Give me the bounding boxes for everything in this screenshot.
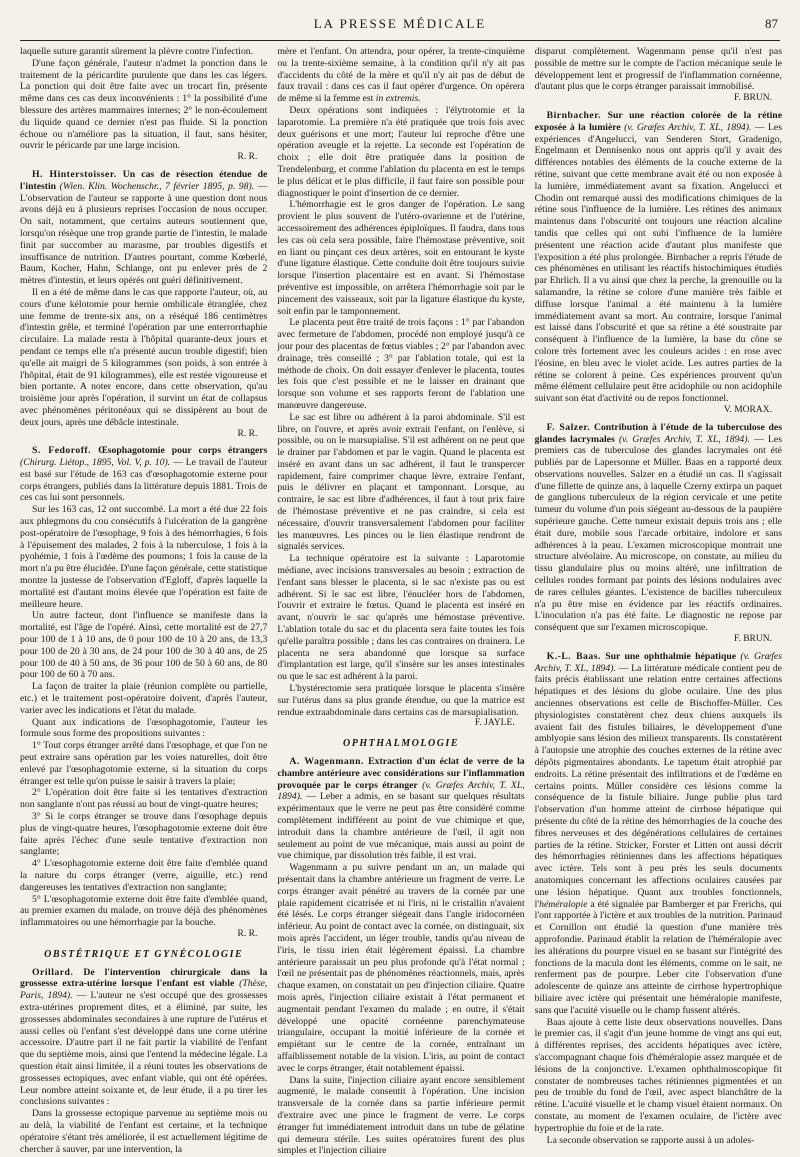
signature: F. JAYLE.	[474, 718, 515, 729]
paragraph: Sur les 163 cas, 12 ont succombé. La mort a été due 22 fois aux phlegmons du cou consécutifs à l'ulcération de la gangrène post-opératoire de l'œsophage, 9 fois à des hémorrhagies, 6 fois à l'épuisement des malades, 2 fois à la tuberculose, 1 fois à la pyohémie, 1 fois à l'œdème des poumons; 1 fois la cause de la mort n'a pu être élucidée. D'une façon générale, cette statistique montre la justesse de l'observation d'Egloff, d'après laquelle la mortalité est d'autant moins élevée que l'opération est faite de meilleure heure.	[20, 504, 268, 610]
list-item: 4° L'œsophagotomie externe doit être faite d'emblée quand la nature du corps étranger (verre, aiguille, etc.) rend dangereuses les tentatives d'extraction non sanglante;	[20, 858, 268, 893]
abstract-intro	[20, 169, 267, 287]
paragraph	[277, 46, 524, 105]
citation: (Thèse, Paris, 1894).	[20, 978, 268, 1002]
abstract-body: — Les premiers cas de tuberculose des glandes lacrymales ont été publiés par de Lapersonne et Müller. Baas en a rapporté deux observations nouvelles. Salzer en a étudié un cas. Il s'agissait d'une fillette de quinze ans, à laquelle Czerny extirpa un paquet de ganglions tuberculeux de la région cervicale et une petite tumeur du volume d'un pois siégeant au-dessous de la paupière supérieure gauche. Cette tumeur existait depuis trois ans ; elle était dure, mobile sous l'arcade orbitaire, indolore et sans adhérences à la peau. L'examen microscopique montrait une structure alvéolaire. Au microscope, on constate, au milieu du tissu glandulaire plus ou moins altéré, une infiltration de cellules rondes formant par points des lésions nodulaires avec de rares cellules géantes. L'existence de bacilles tuberculeux n'a pu être mise en évidence par les réactifs ordinaires. L'inoculation n'a pas été faite. Le diagnostic ne repose par conséquent que sur l'examen microscopique.	[534, 433, 783, 634]
paragraph: Il en a été de même dans le cas que rapporte l'auteur, où, au cours d'une kélotomie pour hernie ombilicale étranglée, chez une femme de trente-six ans, on a réséqué 186 centimètres d'intestin grêle, et terminé l'opération par une enterrorrhaphie circulaire. La malade resta à l'hôpital quarante-deux jours et pendant ce temps elle n'a présenté aucun trouble digestif; bien qu'elle ait maigri de 5 kilogrammes (son poids, à son entrée à l'hôpital, était de 91 kilogrammes), elle est restée vigoureuse et bien portante. A noter encore, dans cette observation, qu'au troisième jour après l'opération, il survint un état de collapsus avec phénomènes péritonéaux qui se dissipèrent au bout de deux jours, après une débâcle intestinale.	[20, 286, 268, 428]
section-heading: OPHTHALMOLOGIE	[342, 738, 459, 750]
emphasis: in extremis.	[375, 93, 421, 105]
abstract-intro	[535, 110, 782, 405]
paragraph: Le sac est libre ou adhérent à la paroi abdominale. S'il est libre, on l'ouvre, et après avoir extrait l'enfant, on l'enlève, si possible, ou on le marsupialise. S'il est adhérent on ne peut que le drainer par l'abdomen et par le vagin. Quand le placenta est inséré en avant dans un sac adhérent, il faut le transpercer rapidement, faire comprimer chaque lèvre, extraire l'enfant, puis le délivrer en plaçant et tamponnant. Lorsque, au contraire, le sac est libre d'adhérences, il faut à tout prix faire de l'hémostase préventive et ne pas craindre, si cela est nécessaire, d'ouvrir transversalement l'abdomen pour faciliter les manœuvres. Les pinces ou le lien élastique rendront de signalés services.	[277, 411, 525, 553]
abstract-body: — L'observation de l'auteur se rapporte à une question dont nous avons déjà eu à plusieurs reprises l'occasion de nous occuper. On sait, notamment, que certains auteurs soutiennent que, lorsqu'on résèque une trop grande partie de l'intestin, le malade finit par succomber au marasme, par troubles digestifs et insuffisance de nutrition. D'autres pourtant, comme Kœberlé, Baum, Kocher, Hahn, Schlange, ont pu enlever près de 2 mètres d'intestin, et leurs opérés ont guéri définitivement.	[20, 180, 268, 287]
paragraph: L'hystérectomie sera pratiquée lorsque le placenta s'insère sur l'utérus dans sa plus grande étendue, ou que la matrice est rendue extraabdominale dans certains cas de marsupialisation.	[277, 683, 525, 718]
citation: (v. Græfes Archiv, T. XL, 1894).	[618, 433, 750, 445]
paragraph: Deux opérations sont indiquées : l'élytrotomie et la laparotomie. La première n'a été pratiquée que trois fois avec deux guérisons et une mort; l'auteur lui reproche d'être une opération aveugle et la rejette. La seconde est l'opération de choix ; elle doit être pratiquée dans la position de Trendelenburg, et comme l'ablation du placenta en est le temps le plus délicat et le plus difficile, il faut faire son possible pour diagnostiquer le point d'insertion de ce dernier.	[277, 104, 525, 199]
column-middle	[277, 46, 525, 1157]
column-right	[534, 46, 783, 1146]
page-header	[20, 16, 780, 36]
paragraph: Baas ajoute à cette liste deux observations nouvelles. Dans le premier cas, il s'agit d'un jeune homme de vingt ans qui eut, à différentes reprises, des accidents hépatiques avec ictère, s'accompagnant chaque fois d'héméralopie assez marquée et de lésions de la conjonctive. L'examen ophthalmoscopique fit constater de nombreuses taches rétiniennes pigmentées et un peu de trouble du fond de l'œil, avec aspect blanchâtre de la rétine. L'acuité visuelle et le champ visuel étaient normaux. On constate, au moment de l'examen oculaire, de l'ictère avec hypertrophie du foie et de la rate.	[534, 1016, 782, 1134]
paragraph: Quant aux indications de l'œsophagotomie, l'auteur les formule sous forme des propositions suivantes :	[20, 716, 268, 740]
article-title: Œsophagotomie pour corps étrangers	[98, 445, 268, 457]
paragraph: laquelle suture garantit sûrement la plèvre contre l'infection.	[20, 46, 254, 57]
abstract-body: — Leber a admis, en se basant sur quelques résultats expérimentaux que le verre ne peut pas être considéré comme complètement indifférent au point de vue chimique et que, introduit dans la chambre antérieure de l'œil, il agit non seulement au point de vue mécanique, mais aussi au point de vue chimique, par dissolution très faible, il est vrai.	[277, 791, 525, 862]
signature: F. BRUN.	[733, 93, 772, 104]
abstract-body: — La littérature médicale contient peu de faits précis établissant une relation entre certaines affections hépatiques et des lésions du globe oculaire. Une des plus anciennes observations est celle de Bischoffer-Müller. Ces physiologistes constatèrent chez deux chiens auxquels ils avaient fait des fistules biliaires, le développement d'une amblyopie sans lésion des milieux transparents. Ils constatèrent à l'autopsie une atrophie des couches externes de la rétine avec dépôts pigmentaires abondants. Le tapetum était atrophié par endroits. La rétine présentait des infiltrations et de l'œdème en certains points. Müller considère ces lésions comme la conséquence de la fistule biliaire. Junge publie plus tard l'observation d'un homme atteint de cirrhose hépatique qui présente du côté de la rétine des hémorrhagies de la couche des fibres nerveuses et des dégénérations cellulaires de certaines parties de la rétine. Stricker, Forster et Litten ont aussi décrit des hémorrhagies rétiniennes dans les affections hépatiques avec ictère. Tels sont à peu près les seuls documents anatomiques concernant les affections oculaires causées par une lésion hépatique. Quant aux troubles fonctionnels, l'	[534, 662, 782, 910]
signature: R. R.	[237, 928, 258, 939]
signature: R. R.	[237, 428, 258, 439]
journal-title: LA PRESSE MÉDICALE	[313, 16, 487, 31]
abstract-body: — Le travail de l'auteur est basé sur l'étude de 163 cas d'œsophagotomie externe pour corps étrangers, publiés dans la littérature depuis 1881. Trois de ces cas lui sont personnels.	[20, 457, 268, 504]
paragraph: D'une façon générale, l'auteur n'admet la ponction dans le traitement de la péricardite purulente que dans les cas légers. La ponction qui doit être faite avec un trocart fin, présente même dans ces cas deux inconvénients : 1° la possibilité d'une blessure des artères mammaires internes; 2° le non-écoulement du liquide quand ce dernier n'est pas fluide. Si la ponction échoue ou n'améliore pas la situation, il faut, sans hésiter, ouvrir le péricarde par une large incision.	[20, 57, 268, 152]
author-name: Orillard.	[32, 966, 74, 978]
paragraph: Dans la suite, l'injection ciliaire ayant encore sensiblement augmenté, le malade consentit à l'opération. Une incision transversale de la cornée dans sa partie inférieure permit d'extraire avec une pince le fragment de verre. Le corps étranger fut immédiatement introduit dans un tube de gélatine qui demeura stérile. Les suites opératoires furent des plus simples et l'injection ciliaire	[277, 1074, 525, 1157]
paragraph: La façon de traiter la plaie (réunion complète ou partielle, etc.) et le traitement post-opératoire doivent, d'après l'auteur, varier avec les indications et l'état du malade.	[20, 681, 268, 716]
article-title: Extraction d'un éclat de verre de la chambre antérieure avec considérations sur l'inflammation provoquée par le corps étranger	[277, 756, 525, 791]
emphasis: héméralopie	[539, 898, 588, 910]
author-name: A. Wagenmann.	[289, 756, 364, 768]
paragraph: Un autre facteur, dont l'influence se manifeste dans la mortalité, est l'âge de l'opéré. Ainsi, cette mortalité est de 27,7 pour 100 de 1 à 10 ans, de 0 pour 100 de 10 à 20 ans, de 13,3 pour 100 de 20 à 30 ans, de 24 pour 100 de 30 à 40 ans, de 25 pour 100 de 40 à 50 ans, de 36 pour 100 de 50 à 60 ans, de 80 pour 100 de 60 à 70 ans.	[20, 610, 268, 681]
article-title: Sur une ophthalmie hépatique	[605, 650, 737, 662]
abstract-intro	[277, 756, 524, 862]
article-title: Sur une réaction colorée de la rétine exposée à la lumière	[534, 109, 782, 133]
paragraph: La technique opératoire est la suivante : Laparotomie médiane, avec incisions transversales au besoin ; extraction de l'enfant sans blesser le placenta, si le sac n'existe pas ou est adhérent. Si le sac est libre, l'énucléer hors de l'abdomen, l'ouvrir et extraire le fœtus. Quand le placenta est inséré en avant, n'ouvrir le sac qu'après une hémostase préventive. L'ablation totale du sac et du placenta sera faite toutes les fois qu'elle paraîtra possible ; dans les cas contraires on drainera. Le placenta ne sera abandonné que lorsque sa surface d'implantation est large, qu'il s'insère sur les anses intestinales ou que le sac est adhérent à la paroi.	[277, 553, 525, 683]
paragraph: Dans la grossesse ectopique parvenue au septième mois ou au delà, la viabilité de l'enfant est certaine, et la technique opératoire s'étant très améliorée, il est actuellement légitime de chercher à sauver, par une intervention, la	[20, 1108, 268, 1155]
citation: (Chirurg. Liétop., 1895, Vol. V, p. 10).	[20, 457, 171, 469]
article-title: De l'intervention chirurgicale dans la grossesse extra-utérine lorsque l'enfant est viable	[20, 966, 268, 990]
list-item: 5° L'œsophagotomie externe doit être faite d'emblée quand, au premier examen du malade, on trouve déjà des phénomènes inflammatoires ou une hémorrhagie par la bouche.	[20, 893, 268, 929]
signature: V. MORAX.	[723, 404, 772, 415]
abstract-intro	[535, 651, 782, 1017]
paragraph: La seconde observation se rapporte aussi à un adoles-	[546, 1134, 755, 1146]
abstract-body: — Les expériences d'Angelucci, van Senderen Stort, Gradenigo, Engelmann et Dennisenko nous ont appris qu'il y avait des différences notables des éléments de la couche externe de la rétine, suivant que cette membrane avait été ou non exposée à la lumière, immédiatement avant sa fixation. Angelucci et Chodin ont remarqué aussi des modifications chimiques de la rétine sous l'influence de la lumière. Les rétines des animaux maintenus dans l'obscurité ont toujours une réaction alcaline tandis que celles qui ont subi l'influence de la lumière présentent une réaction acide d'autant plus manifeste que l'exposition a été plus prolongée. Birnbacher a repris l'étude de ces phénomènes en utilisant les réactifs histochimiques étudiés par Ehrlich. Il a vu ainsi que chez la perche, la grenouille ou la salamandre, la rétine se colore d'une manière très faible et diffuse lorsque l'animal a été maintenu à la lumière immédiatement avant sa mort. Au contraire, lorsque l'animal est laissé dans l'obscurité et que sa rétine a été soustraite par conséquent à l'influence de la lumière, la base du cône se colore très fortement avec les couleurs acides : en rose avec l'éosine, en bleu avec le violet acide. Les autres parties de la rétine se colorent à peine. Ces expériences prouvent qu'un même élément cellulaire peut être acidophile ou non acidophile suivant son état d'activité ou de repos fonctionnel.	[534, 121, 782, 405]
abstract-intro	[535, 422, 782, 634]
article-title: Un cas de résection étendue de l'intestin	[20, 168, 268, 192]
author-name: S. Fedoroff.	[32, 445, 92, 457]
abstract-body-cont: a été signalée par Bamberger et par Frerichs, qui l'ont rapportée à l'ictère et aux troubles de la nutrition. Parinaud et Cornillon ont étudié la question d'une manière très approfondie. Parinaud établit la relation de l'héméralopie avec les altérations du pourpre visuel en se basant sur l'intégrité des fonctions de la macula dont les éléments, comme on le sait, ne renferment pas de pourpre. Leber cite l'observation d'une adolescente de quinze ans atteinte de cirrhose hypertrophique biliaire avec ictère qui présentait une héméralopie manifeste, sans que l'acuité visuelle ou le champ fussent altérés.	[534, 898, 782, 1016]
citation: (v. Græfes Archiv, T. XL, 1894).	[624, 121, 752, 133]
author-name: F. Salzer.	[546, 421, 591, 433]
list-item: 2° L'opération doit être faite si les tentatives d'extraction non sanglante n'ont pas réussi au bout de vingt-quatre heures;	[20, 787, 268, 811]
list-item: 3° Si le corps étranger se trouve dans l'œsophage depuis plus de vingt-quatre heures, l'œsophagotomie externe doit être faite après l'échec d'une seule tentative d'extraction non sanglante;	[20, 811, 268, 858]
citation: (v. Græfes Archiv, T. XL, 1894).	[277, 779, 525, 803]
author-name: K.-L. Baas.	[546, 650, 601, 662]
list-item: 1° Tout corps étranger arrêté dans l'œsophage, et que l'on ne peut extraire sans opération par les voies naturelles, doit être enlevé par l'œsophagotomie externe, si la situation du corps étranger est telle qu'on puisse le saisir à travers la plaie;	[20, 740, 268, 787]
paragraph: Wagenmann a pu suivre pendant un an, un malade qui présentait dans la chambre antérieure un fragment de verre. Le corps étranger avait pénétré au travers de la cornée par une plaie rapidement cicatrisée et ni l'iris, ni le cristallin n'avaient été lésés. Le corps étranger siégeait dans l'angle iridocornéen inférieur. Au point de contact avec la cornée, on distinguait, six mois après l'accident, un léger trouble, tandis qu'au niveau de l'iris, le tissu irien était légèrement épaissi. La chambre antérieure paraissait un peu plus profonde qu'à l'état normal ; l'œil ne présentait pas de phénomènes réactionnels, mais, après chaque examen, on constatait un peu d'injection ciliaire. Quatre mois après, l'injection ciliaire existait à l'état permanent et augmentait pendant l'examen du malade ; en outre, il s'était développé une opacité cornéenne parenchymateuse triangulaire, occupant la moitié inférieure de la cornée et empiétant sur le centre de la cornée, entraînant un affaiblissement notable de la vision. L'iris, au point de contact avec le corps étranger, était notablement épaissi.	[277, 862, 525, 1074]
signature: R. R.	[237, 152, 258, 163]
author-name: Birnbacher.	[546, 109, 602, 121]
paragraph: Le placenta peut être traité de trois façons : 1° par l'abandon avec fermeture de l'abdomen, procédé non employé jusqu'à ce jour pour des placentas de fœtus viables ; 2° par l'abandon avec drainage, très conseillé ; 3° par l'ablation totale, qui est la méthode de choix. On doit essayer d'enlever le placenta, toutes les fois que c'est possible et ne le laisser en drainant que lorsque son volume et ses rapports feront de l'ablation une manœuvre dangereuse.	[277, 317, 525, 411]
abstract-body: — L'auteur ne s'est occupé que des grossesses extra-utérines proprement dites, et a éliminé, par suite, les grossesses abdominales secondaires à une rupture de l'utérus et aussi celles où l'enfant s'est développé dans une corne utérine accessoire. D'autre part il ne fait partir la viabilité de l'enfant que du septième mois, ainsi que l'entend la médecine légale. La question était ainsi limitée, il a réuni toutes les observations de grossesses ectopiques, avec enfant viable, qui ont été opérées. Leur nombre atteint soixante et, de leur étude, il a pu tirer les conclusions suivantes :	[20, 990, 268, 1108]
article-columns	[20, 46, 783, 1157]
article-title: Contribution à l'étude de la tuberculose des glandes lacrymales	[534, 421, 782, 445]
header-rule	[20, 40, 780, 41]
signature: F. BRUN.	[733, 634, 772, 645]
page-number: 87	[765, 16, 778, 31]
author-name: H. Hinterstoisser.	[32, 168, 117, 180]
column-left	[20, 46, 268, 1155]
paragraph: disparut complètement. Wagenmann pense qu'il n'est pas possible de mettre sur le compte de l'action mécanique seule le développement lent et progressif de l'inflammation cornéenne, d'autant plus que le corps étranger paraissait immobilisé.	[534, 46, 782, 93]
abstract-intro	[20, 967, 267, 1109]
citation: (v. Græfes Archiv, T. XL, 1894).	[534, 650, 782, 674]
citation: (Wien. Klin. Wochenschr., 7 février 1895, p. 98).	[59, 180, 255, 192]
abstract-intro	[20, 445, 267, 504]
paragraph: L'hémorrhagie est le gros danger de l'opération. Le sang provient le plus souvent de l'utéro-ovarienne et de l'utérine, accessoirement des adhérences épiploïques. Il faudra, dans tous les cas où cela sera possible, faire l'hémostase préventive, soit en liant ou pinçant ces deux artères, soit en entourant le kyste d'une ligature élastique. Cette conduite doit être toujours suivie lorsque l'insertion placentaire est en avant. Si l'hémostase préventive est impossible, on arrêtera l'hémorrhagie soit par le pincement des vaisseaux, soit par la ligature élastique du kyste, soit enfin par le tamponnement.	[277, 199, 525, 317]
section-heading: OBSTÉTRIQUE ET GYNÉCOLOGIE	[44, 948, 244, 960]
paragraph-text: mère et l'enfant. On attendra, pour opérer, la trente-cinquième ou la trente-sixième semaine, à la condition qu'il n'y ait pas d'accidents du côté de la mère et qu'il n'y ait pas de début de faux travail : dans ces cas il faut opérer d'urgence. On opérera de même si la femme est	[277, 46, 525, 105]
